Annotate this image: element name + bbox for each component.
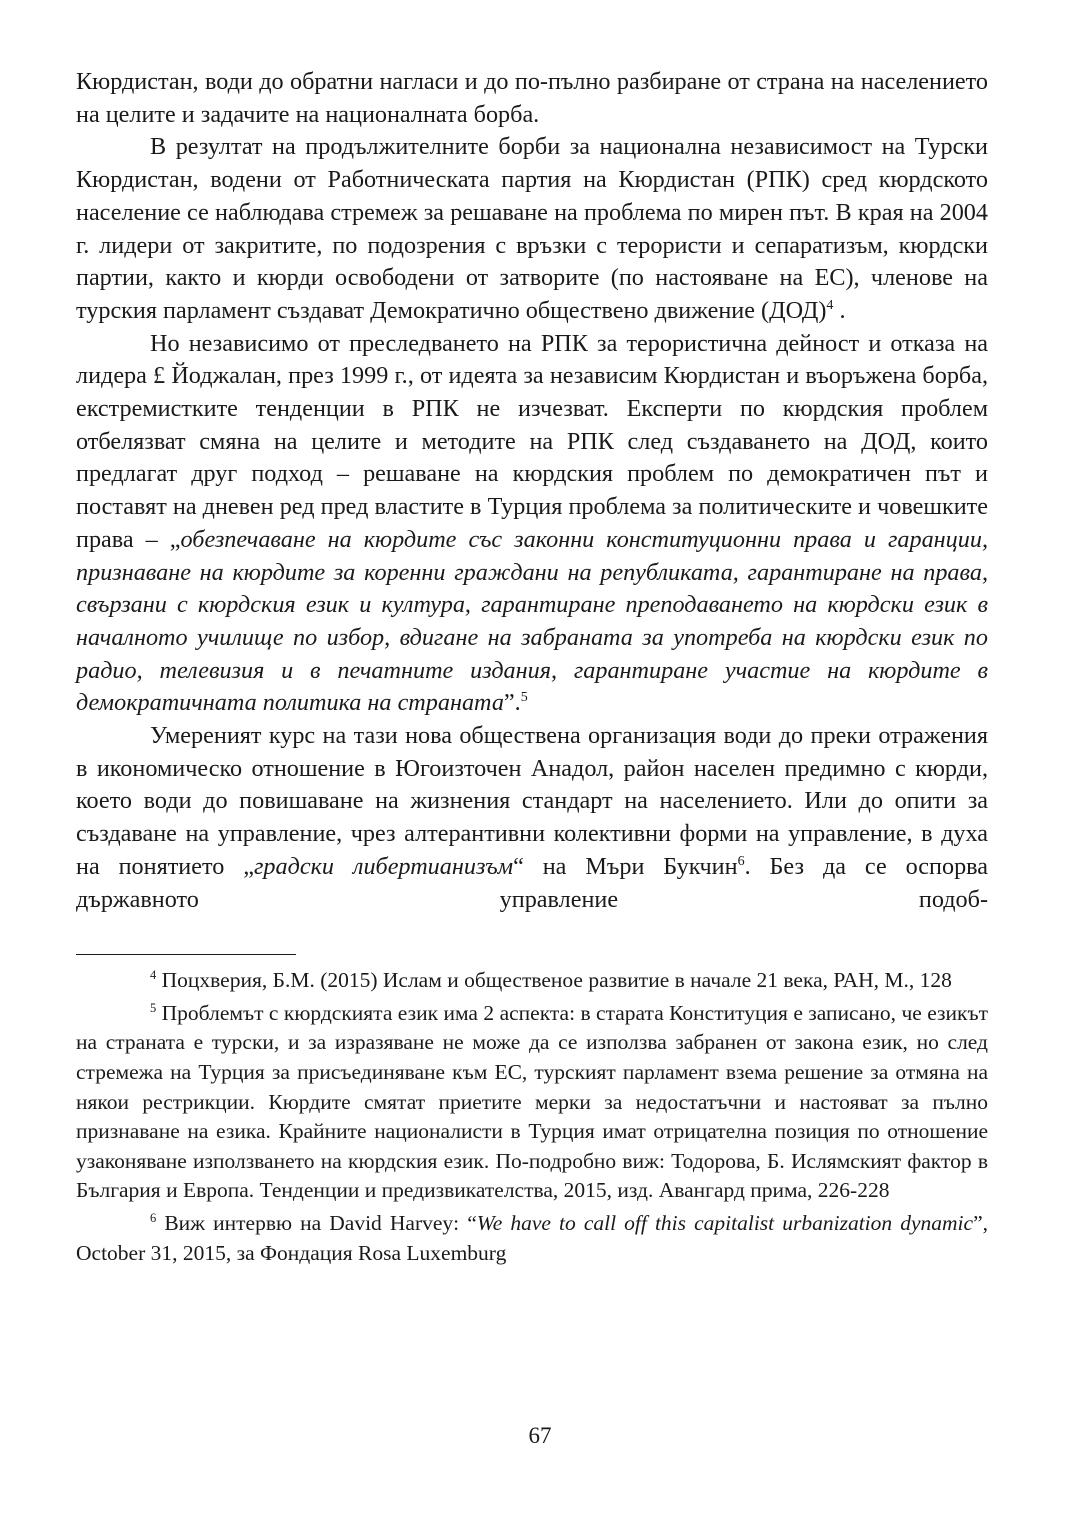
paragraph-3: [76, 328, 988, 720]
paragraph-3-close: ”.: [503, 689, 521, 717]
document-page: [76, 66, 988, 1271]
paragraph-2: [76, 131, 988, 327]
paragraph-4-tail: . Без да се оспорва държавното управление подоб-: [76, 852, 988, 913]
footnote-ref-4: 4: [826, 296, 834, 313]
footnote-5: [76, 999, 988, 1206]
paragraph-3-text: Но независимо от преследването на РПК за терористична дейност и отказа на лидера £ Йоджалан, през 1999 г., от идеята за независим Кюрдистан и въоръжена борба, екстремистките тенденции в РПК не изчезват. Експерти по кюрдския проблем отбелязват смяна на целите и методите на РПК след създаването на ДОД, които предлагат друг подход – решаване на кюрдския проблем по демократичен път и поставят на дневен ред пред властите в Турция проблема за политическите и човешките права – „: [76, 329, 988, 553]
footnote-5-text: Проблемът с кюрдскията език има 2 аспекта: в старата Конституция е записано, че езикът на страната е турски, и за изразяване не може да се използва забранен от закона език, но след стремежа на Турция за присъединяване към ЕС, турският парламент взема решение за отмяна на някои рестрикции. Кюрдите смятат приетите мерки за недостатъчни и настояват за пълно признаване на езика. Крайните националисти в Турция имат отрицателна позиция по отношение узаконяване използването на кюрдския език. По-подробно виж: Тодорова, Б. Ислямският фактор в България и Европа. Тенденции и предизвикателства, 2015, изд. Авангард прима, 226-228: [76, 1000, 988, 1203]
paragraph-4: [76, 720, 988, 916]
paragraph-1-text: Кюрдистан, води до обратни нагласи и до по-пълно разбиране от страна на населението на целите и задачите на националната борба.: [76, 68, 988, 128]
footnote-6-source: ”, October 31, 2015, за Фондация Rosa Luxemburg: [76, 1211, 988, 1265]
main-text: [76, 66, 988, 916]
footnote-6: [76, 1209, 988, 1268]
footnotes: [76, 966, 988, 1268]
paragraph-4-text: Умереният курс на тази нова обществена организация води до преки отражения в икономическо отношение в Югоизточен Анадол, район населен предимно с кюрди, което води до повишаване на жизнения стандарт на населението. Или до опити за създаване на управление, чрез алтерантивни колективни форми на управление, в духа на понятието „: [76, 722, 988, 880]
footnote-6-text: Виж интервю на David Harvey: “: [156, 1211, 477, 1236]
footnote-divider: [76, 954, 296, 955]
paragraph-2-tail: .: [833, 296, 846, 324]
footnote-4-number: 4: [150, 968, 157, 983]
footnote-6-number: 6: [150, 1210, 157, 1225]
page-number: 67: [528, 1423, 552, 1448]
footnote-6-title: We have to call off this capitalist urbanization dynamic: [476, 1211, 974, 1236]
footnote-4: [76, 966, 988, 996]
footnote-ref-6: 6: [737, 852, 745, 869]
paragraph-4-term: градски либертианизъм: [253, 852, 514, 880]
footnote-5-number: 5: [150, 1000, 157, 1015]
paragraph-3-quote: обезпечаване на кюрдите със законни конституционни права и гаранции, признаване на кюрдите за коренни граждани на републиката, гарантиране на права, свързани с кюрдския език и култура, гарантиране преподаването на кюрдски език в началното училище по избор, вдигане на забраната за употреба на кюрдски език по радио, телевизия и в печатните издания, гарантиране участие на кюрдите в демократичната политика на страната: [76, 525, 988, 717]
paragraph-2-text: В резултат на продължителните борби за национална независимост на Турски Кюрдистан, водени от Работническата партия на Кюрдистан (РПК) сред кюрдското население се наблюдава стремеж за решаване на проблема по мирен път. В края на 2004 г. лидери от закритите, по подозрения с връзки с терористи и сепаратизъм, кюрдски партии, както и кюрди освободени от затворите (по настояване на ЕС), членове на турския парламент създават Демократично обществено движение (ДОД): [76, 133, 988, 324]
footnote-4-text: Поцхверия, Б.М. (2015) Ислам и общественое развитие в начале 21 века, РАН, М., 128: [156, 968, 952, 993]
paragraph-4-author: “ на Мъри Букчин: [513, 852, 738, 880]
footnote-ref-5: 5: [520, 689, 528, 706]
paragraph-1: [76, 66, 988, 131]
